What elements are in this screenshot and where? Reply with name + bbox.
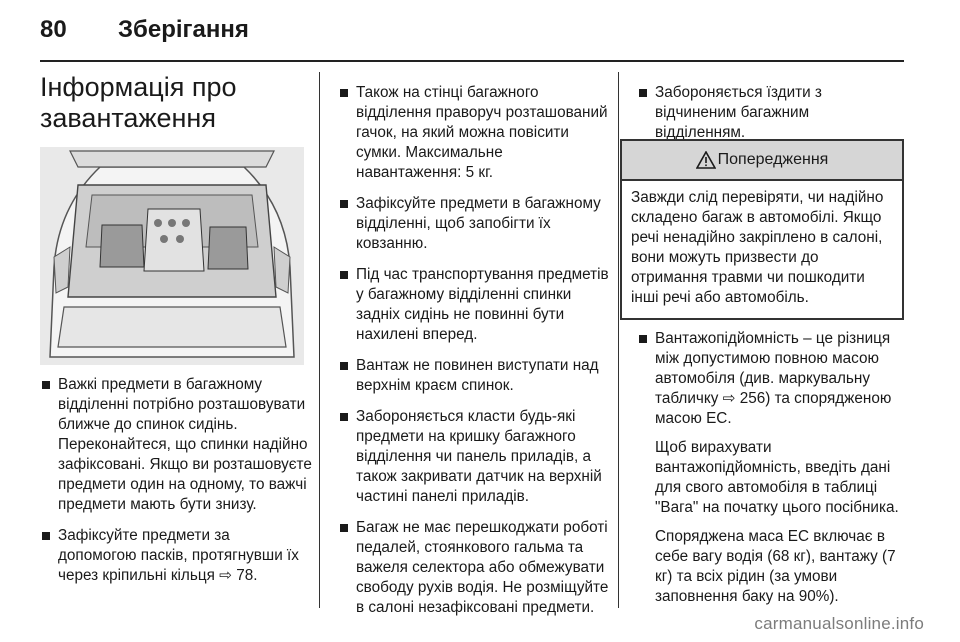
- bullet-square-icon: [42, 532, 50, 540]
- page-number: 80: [40, 16, 67, 43]
- column-1: [40, 375, 312, 597]
- list-item: Забороняється їздити з відчиненим багажним відділенням.: [637, 83, 902, 143]
- watermark: carmanualsonline.info: [754, 614, 924, 633]
- warning-box: [620, 139, 904, 320]
- bullet-square-icon: [340, 89, 348, 97]
- column-divider: [618, 72, 619, 608]
- list-item: Зафіксуйте предмети в багажному відділенні, щоб запобігти їх ковзанню.: [338, 194, 610, 254]
- warning-body: Завжди слід перевіряти, чи надійно складено багаж в автомобілі. Якщо речі ненадійно закріплено в салоні, вони можуть призвести до отримання травми чи пошкодити інші речі або автомобіль.: [631, 189, 884, 306]
- column-3-bottom: [637, 329, 904, 618]
- trunk-illustration: [40, 147, 304, 365]
- page-ref-icon: ⇨: [722, 390, 736, 407]
- column-divider: [319, 72, 320, 608]
- chapter-title: Зберігання: [118, 16, 249, 43]
- page-ref[interactable]: 78.: [236, 567, 258, 584]
- bullet-square-icon: [340, 271, 348, 279]
- header-rule: [40, 60, 904, 62]
- car-trunk-icon: [40, 147, 304, 365]
- section-title: Інформація про завантаження: [40, 72, 237, 133]
- column-2: [338, 83, 610, 629]
- list-item: Багаж не має перешкоджати роботі педалей, стоянкового гальма та важеля селектора або обмежувати свободу рухів водія. Не розміщуйте в салоні незафіксовані предмети.: [338, 518, 610, 618]
- list-item: Вантаж не повинен виступати над верхнім краєм спинок.: [338, 356, 610, 396]
- warning-title: Попередження: [717, 151, 829, 168]
- warning-triangle-icon: [696, 151, 716, 169]
- page-ref[interactable]: 256): [739, 390, 771, 407]
- bullet-square-icon: [340, 413, 348, 421]
- list-item: Важкі предмети в багажному відділенні потрібно розташовувати ближче до спинок сидінь. Переконайтеся, що спинки надійно зафіксовані. Якщо ви розташовуєте предмети один на одному, то важчі предмети мають бути знизу.: [40, 375, 312, 515]
- bullet-square-icon: [639, 335, 647, 343]
- list-item: Також на стінці багажного відділення праворуч розташований гачок, на який можна повісити сумки. Максимальне навантаження: 5 кг.: [338, 83, 610, 183]
- bullet-square-icon: [340, 362, 348, 370]
- list-item: Забороняється класти будь-які предмети на кришку багажного відділення чи панель приладів, а також закривати датчик на верхній частині панелі приладів.: [338, 407, 610, 507]
- bullet-square-icon: [340, 524, 348, 532]
- bullet-square-icon: [340, 200, 348, 208]
- page-header: [0, 0, 960, 60]
- list-item: Вантажопідйомність – це різниця між допустимою повною масою автомобіля (див. маркувальну табличку ⇨ 256) та спорядженою масою ЕС. Щоб вирахувати вантажопідйомність, введіть дані для свого автомобіля в таблиці "Вага" на початку цього посібника. Споряджена маса ЕС включає в себе вагу водія (68 кг), вантажу (7 кг) та всіх рідин (за умови заповнення баку на 90%).: [637, 329, 904, 607]
- list-item: Під час транспортування предметів у багажному відділенні спинки задніх сидінь не повинні бути нахилені вперед.: [338, 265, 610, 345]
- warning-header: [622, 141, 902, 181]
- page-ref-icon: ⇨: [219, 567, 232, 584]
- bullet-square-icon: [639, 89, 647, 97]
- list-item: Зафіксуйте предмети за допомогою пасків, протягнувши їх через кріпильні кільця ⇨ 78.: [40, 526, 312, 586]
- bullet-square-icon: [42, 381, 50, 389]
